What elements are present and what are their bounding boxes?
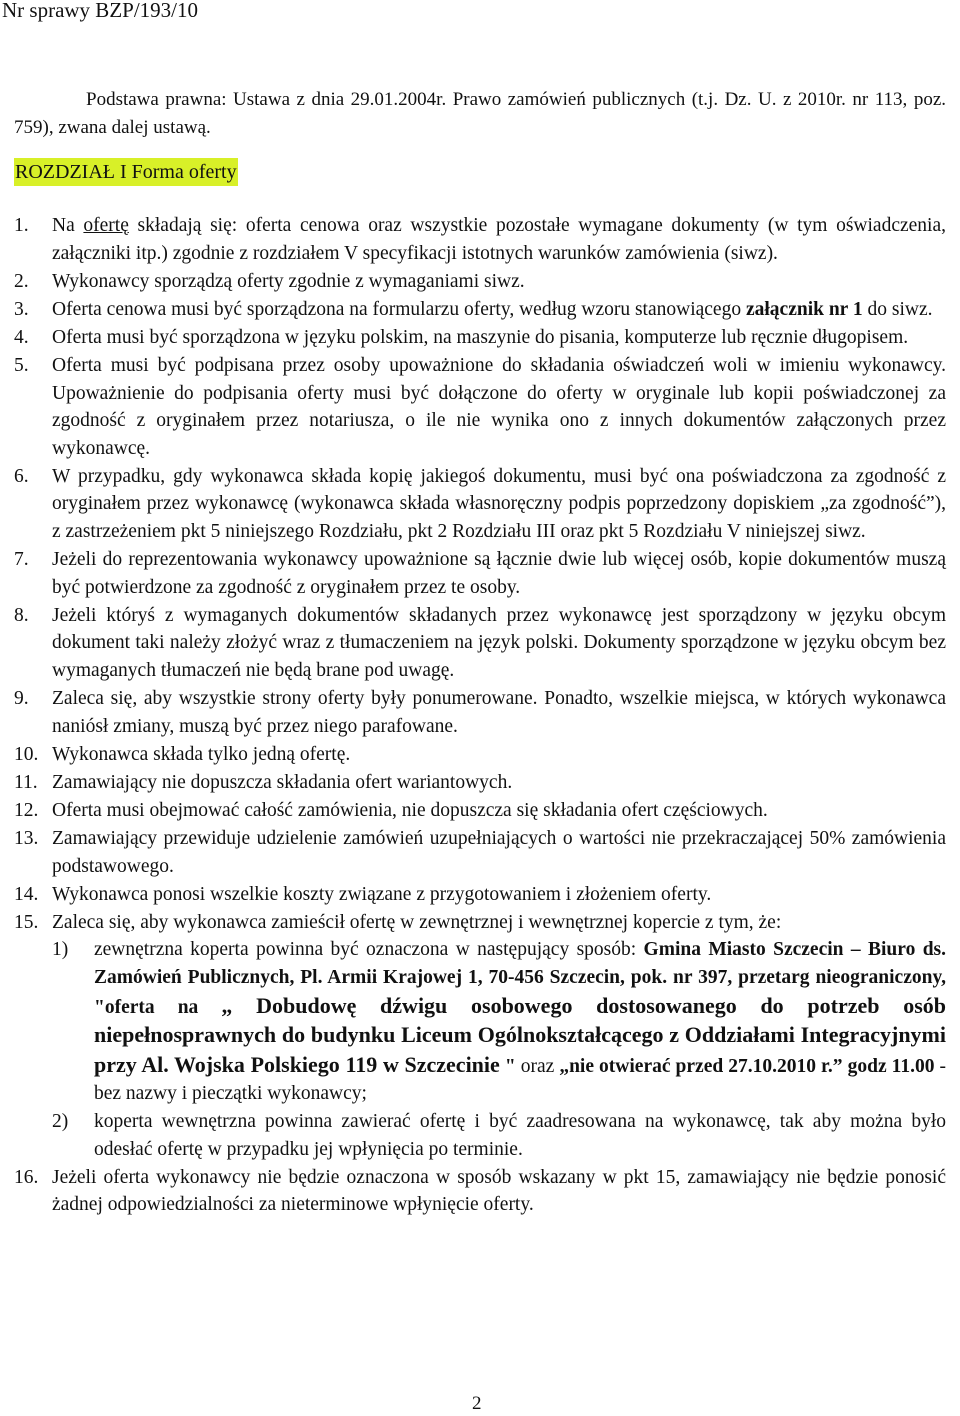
list-item (0, 602, 946, 685)
item-text: Oferta musi być podpisana przez osoby upoważnione do składania oświadczeń woli w imieniu wykonawcy. Upoważnienie do podpisania oferty musi być dołączone do oferty w oryginale lub kopii poświadczonej za zgodność z oryginałem przez notariusza, o ile nie wynika ono z innych dokumentów załączonych przez wykonawcę. (52, 354, 946, 459)
list-item (0, 463, 946, 546)
item-number: 5. (14, 354, 29, 376)
envelope-address: Gmina Miasto Szczecin – Biuro ds. Zamówień Publicznych, Pl. Armii Krajowej 1, 70-456 Szczecin, pok. nr 397, przetarg nieograniczony, "oferta na (94, 939, 947, 1018)
legal-basis: Podstawa prawna: Ustawa z dnia 29.01.2004r. Prawo zamówień publicznych (t.j. Dz. U. z 2010r. nr 113, poz. 759), zwana dalej ustawą. (14, 89, 946, 138)
sub-item-text: koperta wewnętrzna powinna zawierać ofertę i być zaadresowana na wykonawcę, tak aby można było odesłać ofertę w przypadku jej wpłynięcia po terminie. (94, 1111, 946, 1160)
list-item (0, 881, 946, 909)
item-number: 4. (14, 326, 29, 348)
item-number: 9. (14, 688, 29, 710)
list-item (0, 546, 946, 601)
requirements-list (0, 212, 946, 1219)
item-text: Jeżeli oferta wykonawcy nie będzie oznaczona w sposób wskazany w pkt 15, zamawiający nie będzie ponosić żadnej odpowiedzialności za nieterminowe wpłynięcie oferty. (52, 1166, 946, 1216)
item-number: 6. (14, 465, 29, 487)
item-text: Wykonawca ponosi wszelkie koszty związane z przygotowaniem i złożeniem oferty. (52, 883, 712, 905)
item-number: 8. (14, 604, 29, 626)
list-item (0, 1164, 946, 1219)
list-item (0, 685, 946, 740)
list-item (0, 797, 946, 825)
item-text: Oferta musi obejmować całość zamówienia, nie dopuszcza się składania ofert częściowych. (52, 799, 768, 821)
item-number: 15. (14, 911, 39, 933)
item-text: Wykonawcy sporządzą oferty zgodnie z wymaganiami siwz. (52, 270, 525, 292)
list-item (0, 741, 946, 769)
item-text: W przypadku, gdy wykonawca składa kopię jakiegoś dokumentu, musi być ona poświadczona za zgodność z oryginałem przez wykonawcę (wykonawca składa własnoręczny podpis poprzedzony dopiskiem „za zgodność”), z zastrzeżeniem pkt 5 niniejszego Rozdziału, pkt 2 Rozdziału III oraz pkt 5 Rozdziału V niniejszej siwz. (52, 465, 946, 543)
item-number: 10. (14, 743, 39, 765)
case-number: Nr sprawy BZP/193/10 (2, 0, 198, 22)
page-number: 2 (472, 1393, 482, 1414)
closing-quote: " (499, 1055, 516, 1077)
sub-item-number: 2) (52, 1111, 69, 1132)
tender-title: „ Dobudowę dźwigu osobowego dostosowanego do potrzeb osób niepełnosprawnych do budynku Liceum Ogólnokształcącego z Oddziałami Integracyjnymi przy Al. Wojska Polskiego 119 w Szczecinie (94, 992, 946, 1077)
sub-list-item (52, 1108, 946, 1163)
item-text: Jeżeli któryś z wymaganych dokumentów składanych przez wykonawcę jest sporządzony w języku obcym dokument taki należy złożyć wraz z tłumaczeniem na język polski. Dokumenty sporządzone w języku obcym bez wymaganych tłumaczeń nie będą brane pod uwagę. (52, 604, 946, 681)
item-number: 16. (14, 1166, 39, 1188)
item-text: Oferta cenowa musi być sporządzona na formularzu oferty, według wzoru stanowiącego (52, 298, 746, 320)
item-text: Jeżeli do reprezentowania wykonawcy upoważnione są łącznie dwie lub więcej osób, kopie dokumentów muszą być potwierdzone za zgodność z oryginałem przez te osoby. (52, 549, 946, 598)
item-text: do siwz. (862, 298, 933, 320)
list-item (0, 212, 946, 267)
attachment-reference: załącznik nr 1 (745, 298, 863, 320)
item-text: Oferta musi być sporządzona w języku polskim, na maszynie do pisania, komputerze lub ręcznie długopisem. (52, 326, 909, 348)
envelope-sublist (52, 936, 946, 1163)
list-item (0, 825, 946, 880)
sub-item-text: - bez nazwy i pieczątki wykonawcy; (94, 1055, 946, 1105)
item-text: składają się: oferta cenowa oraz wszystkie pozostałe wymagane dokumenty (w tym oświadczenia, załączniki itp.) zgodnie z rozdziałem V specyfikacji istotnych warunków zamówienia (siwz). (52, 215, 946, 264)
sub-item-text: zewnętrzna koperta powinna być oznaczona w następujący sposób: (94, 939, 644, 961)
list-item (0, 296, 946, 324)
list-item (0, 909, 946, 1163)
sub-item-text: oraz (515, 1055, 560, 1077)
list-item (0, 324, 946, 352)
do-not-open-note: „nie otwierać przed 27.10.2010 r.” godz 11.00 (559, 1055, 935, 1077)
list-item (0, 268, 946, 296)
sub-item-number: 1) (52, 939, 69, 961)
item-number: 13. (14, 828, 39, 850)
item-text: Zamawiający nie dopuszcza składania ofert wariantowych. (52, 771, 513, 793)
item-number: 11. (14, 771, 38, 793)
item-number: 12. (14, 799, 39, 821)
item-number: 7. (14, 549, 29, 571)
list-item (0, 352, 946, 462)
item-text: Zaleca się, aby wykonawca zamieścił ofertę w zewnętrznej i wewnętrznej kopercie z tym, że: (52, 911, 782, 933)
sub-list-item (52, 936, 946, 1108)
item-number: 2. (14, 270, 29, 292)
item-text: Na (52, 215, 84, 236)
item-number: 3. (14, 298, 29, 320)
item-text: Zamawiający przewiduje udzielenie zamówień uzupełniających o wartości nie przekraczającej 50% zamówienia podstawowego. (52, 828, 946, 877)
item-text-underlined: ofertę (83, 215, 129, 236)
item-number: 14. (14, 883, 39, 905)
chapter-title: ROZDZIAŁ I Forma oferty (14, 158, 238, 186)
item-text: Wykonawca składa tylko jedną ofertę. (52, 743, 351, 765)
item-number: 1. (14, 215, 29, 236)
item-text: Zaleca się, aby wszystkie strony oferty były ponumerowane. Ponadto, wszelkie miejsca, w których wykonawca naniósł zmiany, muszą być przez niego parafowane. (52, 688, 946, 737)
list-item (0, 769, 946, 797)
